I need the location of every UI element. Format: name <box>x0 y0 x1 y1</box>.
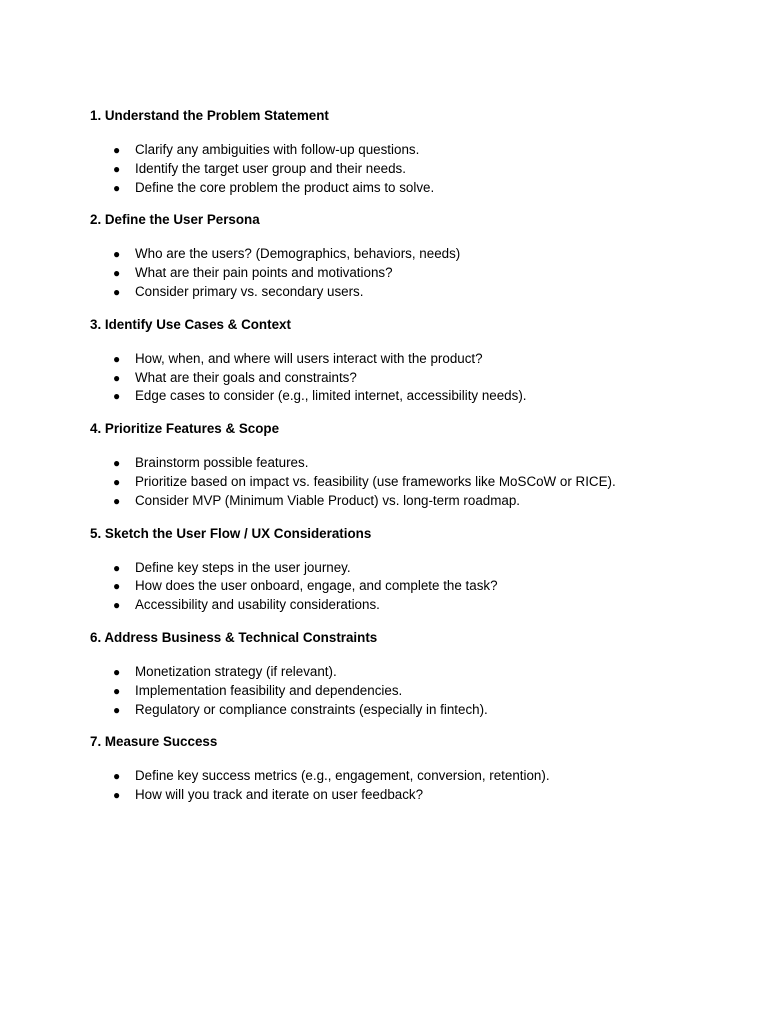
bullet-icon: ● <box>113 284 121 299</box>
list-item <box>90 701 730 720</box>
bullet-icon: ● <box>113 560 121 575</box>
list-item <box>90 663 730 682</box>
list-item-text: Who are the users? (Demographics, behaviors, needs) <box>135 246 461 262</box>
list-item <box>90 369 730 388</box>
list-item <box>90 141 730 160</box>
list-item-text: Accessibility and usability considerations. <box>135 597 380 613</box>
list-item-text: Clarify any ambiguities with follow-up questions. <box>135 142 420 157</box>
bullet-list <box>90 454 730 510</box>
bullet-list <box>90 141 730 197</box>
section-6 <box>90 629 730 719</box>
bullet-icon: ● <box>113 493 121 508</box>
section-heading: 4. Prioritize Features & Scope <box>90 421 280 437</box>
list-item-text: Regulatory or compliance constraints (especially in fintech). <box>135 701 488 717</box>
list-item-text: What are their goals and constraints? <box>135 369 357 385</box>
list-item-text: Monetization strategy (if relevant). <box>135 663 337 679</box>
section-heading: 3. Identify Use Cases & Context <box>90 316 291 332</box>
list-item <box>90 160 730 179</box>
bullet-icon: ● <box>113 598 121 613</box>
bullet-icon: ● <box>113 247 121 262</box>
bullet-icon: ● <box>113 664 121 679</box>
section-3 <box>90 316 730 406</box>
section-heading: 6. Address Business & Technical Constraints <box>90 629 378 645</box>
list-item-text: Implementation feasibility and dependencies. <box>135 682 403 698</box>
bullet-icon: ● <box>113 266 121 281</box>
bullet-list <box>90 767 730 805</box>
bullet-list <box>90 245 730 301</box>
bullet-list <box>90 559 730 615</box>
section-5 <box>90 525 730 615</box>
bullet-icon: ● <box>113 702 121 717</box>
list-item <box>90 473 730 492</box>
list-item <box>90 283 730 302</box>
list-item <box>90 559 730 578</box>
section-2 <box>90 211 730 301</box>
bullet-list <box>90 663 730 719</box>
section-heading: 7. Measure Success <box>90 734 218 750</box>
list-item <box>90 786 730 805</box>
list-item-text: Brainstorm possible features. <box>135 455 309 471</box>
list-item-text: Identify the target user group and their needs. <box>135 160 406 176</box>
bullet-icon: ● <box>113 579 121 594</box>
bullet-icon: ● <box>113 180 121 195</box>
list-item <box>90 596 730 615</box>
list-item <box>90 577 730 596</box>
bullet-list <box>90 350 730 406</box>
section-heading: 2. Define the User Persona <box>90 212 260 228</box>
list-item <box>90 179 730 198</box>
list-item <box>90 350 730 369</box>
list-item <box>90 387 730 406</box>
list-item <box>90 492 730 511</box>
list-item-text: Define key steps in the user journey. <box>135 559 351 575</box>
bullet-icon: ● <box>113 389 121 404</box>
section-4 <box>90 420 730 510</box>
bullet-icon: ● <box>113 683 121 698</box>
bullet-icon: ● <box>113 456 121 471</box>
section-1 <box>90 107 730 197</box>
bullet-icon: ● <box>113 351 121 366</box>
bullet-icon: ● <box>113 474 121 489</box>
section-7 <box>90 733 730 805</box>
bullet-icon: ● <box>113 161 121 176</box>
list-item-text: Define key success metrics (e.g., engagement, conversion, retention). <box>135 768 550 784</box>
list-item-text: Consider MVP (Minimum Viable Product) vs. long-term roadmap. <box>135 492 521 508</box>
bullet-icon: ● <box>113 143 121 157</box>
bullet-icon: ● <box>113 370 121 385</box>
section-heading: 1. Understand the Problem Statement <box>90 108 329 123</box>
list-item-text: How will you track and iterate on user feedback? <box>135 787 424 803</box>
list-item-text: How, when, and where will users interact with the product? <box>135 350 483 366</box>
list-item <box>90 264 730 283</box>
list-item-text: How does the user onboard, engage, and complete the task? <box>135 578 498 594</box>
list-item-text: Consider primary vs. secondary users. <box>135 283 364 299</box>
list-item <box>90 454 730 473</box>
bullet-icon: ● <box>113 769 121 784</box>
document-body <box>90 107 730 819</box>
bullet-icon: ● <box>113 788 121 803</box>
list-item-text: What are their pain points and motivations? <box>135 265 393 281</box>
list-item <box>90 682 730 701</box>
list-item-text: Edge cases to consider (e.g., limited internet, accessibility needs). <box>135 388 527 404</box>
list-item-text: Define the core problem the product aims to solve. <box>135 179 435 195</box>
list-item <box>90 245 730 264</box>
list-item <box>90 767 730 786</box>
section-heading: 5. Sketch the User Flow / UX Considerations <box>90 525 372 541</box>
list-item-text: Prioritize based on impact vs. feasibility (use frameworks like MoSCoW or RICE). <box>135 473 616 489</box>
